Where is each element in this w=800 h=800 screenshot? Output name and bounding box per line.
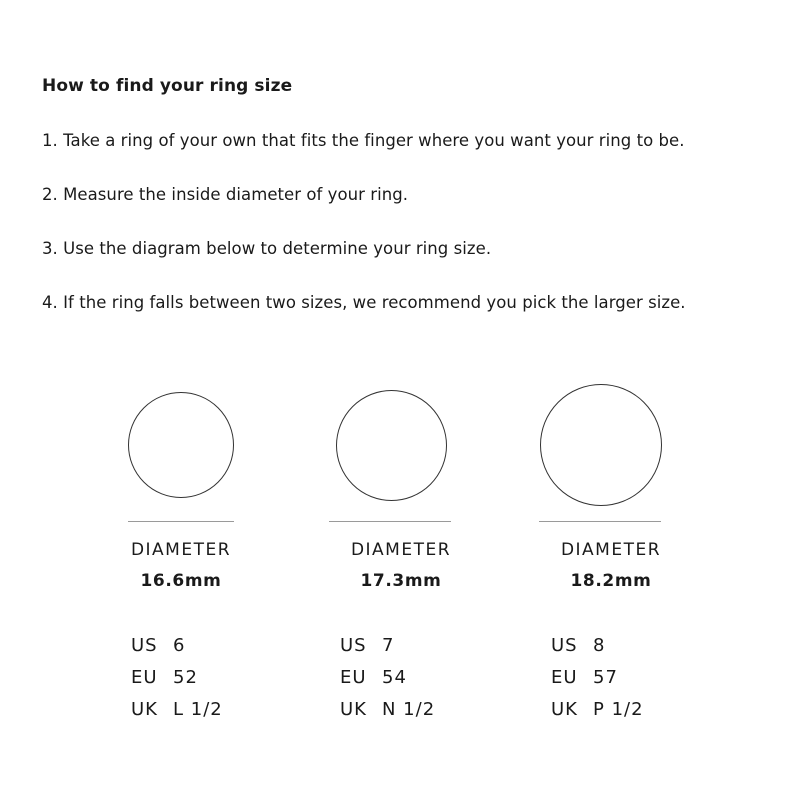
uk-size-row [131, 696, 223, 728]
eu-size-value: 52 [173, 667, 198, 688]
divider-line [128, 521, 234, 522]
eu-label: EU [551, 667, 578, 688]
us-size-row [551, 632, 644, 664]
uk-size-value: L 1/2 [173, 699, 223, 720]
uk-size-value: P 1/2 [593, 699, 644, 720]
us-size-value: 7 [382, 635, 395, 656]
ring-diagram [309, 380, 489, 520]
us-size-value: 6 [173, 635, 186, 656]
instruction-step-3: 3. Use the diagram below to determine your ring size. [42, 239, 492, 258]
ring-size-card-1 [91, 380, 271, 720]
diameter-label: DIAMETER [130, 540, 232, 560]
us-label: US [551, 635, 578, 656]
us-size-value: 8 [593, 635, 606, 656]
instruction-step-4: 4. If the ring falls between two sizes, we recommend you pick the larger size. [42, 293, 686, 312]
us-label: US [340, 635, 367, 656]
uk-size-row [340, 696, 435, 728]
guide-title: How to find your ring size [42, 76, 293, 96]
uk-size-value: N 1/2 [382, 699, 436, 720]
size-conversions [551, 632, 644, 728]
uk-label: UK [131, 699, 158, 720]
ring-size-card-2 [309, 380, 489, 720]
ring-circle [336, 390, 447, 501]
eu-size-row [131, 664, 223, 696]
eu-label: EU [131, 667, 158, 688]
eu-size-value: 54 [382, 667, 407, 688]
ring-diagram [517, 380, 697, 520]
diameter-value: 16.6mm [140, 571, 222, 591]
uk-label: UK [340, 699, 367, 720]
eu-size-row [551, 664, 644, 696]
instruction-list [42, 129, 686, 345]
eu-size-row [340, 664, 435, 696]
instruction-step-1: 1. Take a ring of your own that fits the finger where you want your ring to be. [42, 131, 685, 150]
us-label: US [131, 635, 158, 656]
diameter-value: 17.3mm [360, 571, 442, 591]
ring-circle [128, 392, 234, 498]
uk-label: UK [551, 699, 578, 720]
ring-diagram [91, 380, 271, 520]
ring-size-card-3 [517, 380, 697, 720]
eu-size-value: 57 [593, 667, 618, 688]
diameter-label: DIAMETER [560, 540, 662, 560]
divider-line [329, 521, 451, 522]
ring-circle [540, 384, 662, 506]
diameter-value: 18.2mm [570, 571, 652, 591]
us-size-row [340, 632, 435, 664]
size-conversions [131, 632, 223, 728]
uk-size-row [551, 696, 644, 728]
eu-label: EU [340, 667, 367, 688]
size-conversions [340, 632, 435, 728]
diameter-label: DIAMETER [350, 540, 452, 560]
instruction-step-2: 2. Measure the inside diameter of your ring. [42, 185, 409, 204]
us-size-row [131, 632, 223, 664]
divider-line [539, 521, 661, 522]
